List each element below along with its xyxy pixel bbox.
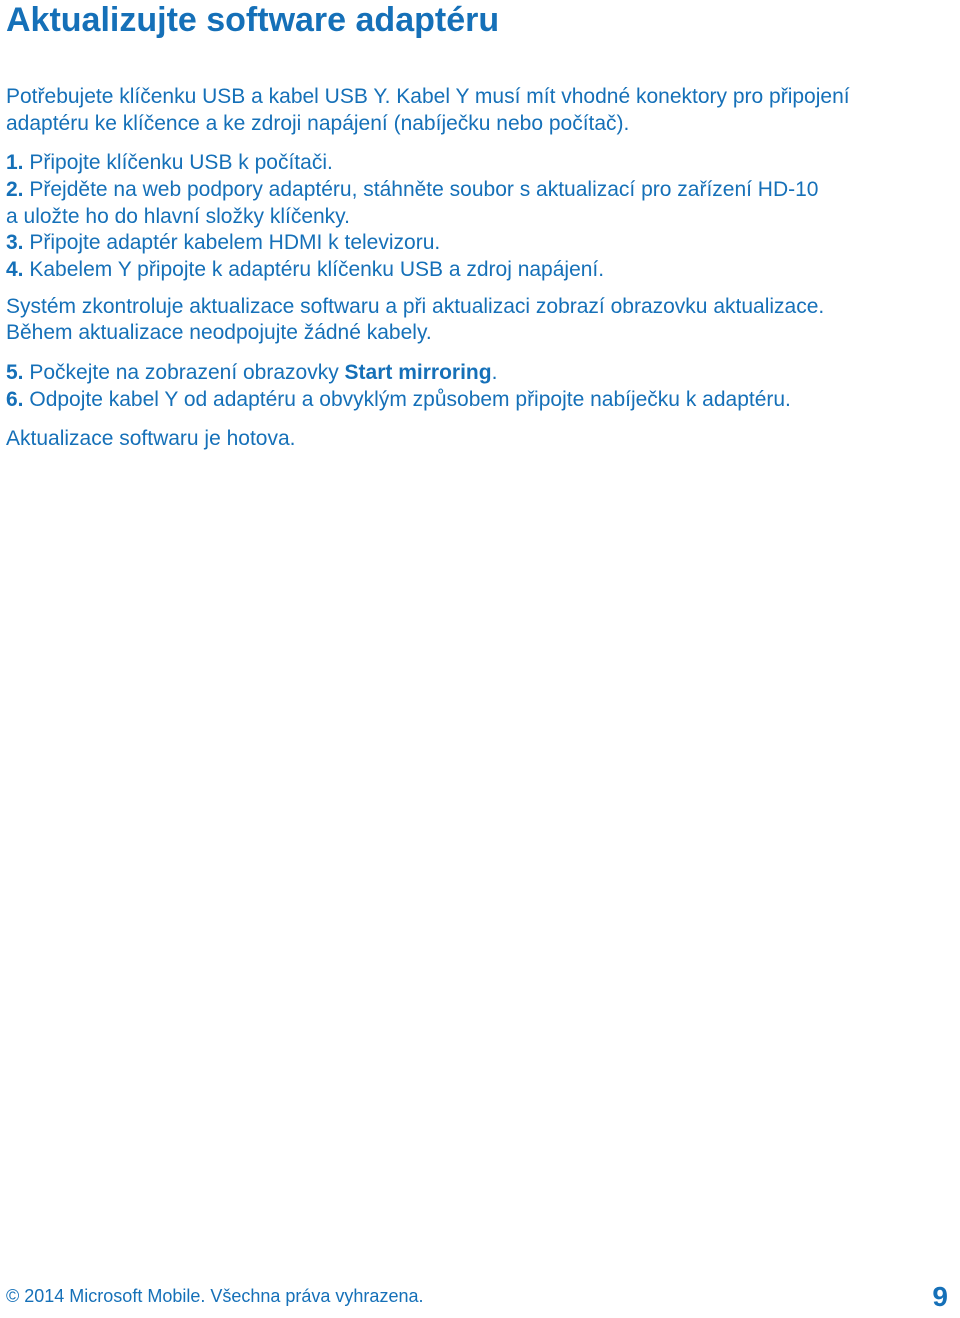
system-note-line-2: Během aktualizace neodpojujte žádné kabely. <box>6 321 432 344</box>
step-text: Přejděte na web podpory adaptéru, stáhněte soubor s aktualizací pro zařízení HD-10 <box>29 178 819 201</box>
footer-copyright: © 2014 Microsoft Mobile. Všechna práva vyhrazena. <box>6 1286 424 1306</box>
step-3 <box>6 229 440 256</box>
step-1 <box>6 149 333 176</box>
step-text-end: . <box>491 361 498 384</box>
step-number: 4. <box>6 258 24 281</box>
conclusion: Aktualizace softwaru je hotova. <box>6 427 296 450</box>
intro-line-2: adaptéru ke klíčence a ke zdroji napájení (nabíječku nebo počítač). <box>6 112 630 135</box>
step-4 <box>6 256 604 283</box>
start-mirroring-label: Start mirroring <box>344 361 492 384</box>
step-number: 6. <box>6 388 24 411</box>
step-6 <box>6 386 791 413</box>
step-text: Počkejte na zobrazení obrazovky <box>29 361 345 384</box>
step-5 <box>6 359 497 386</box>
step-number: 5. <box>6 361 24 384</box>
system-note-line-1: Systém zkontroluje aktualizace softwaru a při aktualizaci zobrazí obrazovku aktualizace. <box>6 295 825 318</box>
step-number: 3. <box>6 231 24 254</box>
step-number: 2. <box>6 178 24 201</box>
step-2-continued: a uložte ho do hlavní složky klíčenky. <box>6 205 350 228</box>
step-number: 1. <box>6 151 24 174</box>
intro-line-1: Potřebujete klíčenku USB a kabel USB Y. Kabel Y musí mít vhodné konektory pro připojení <box>6 85 850 108</box>
step-text: Kabelem Y připojte k adaptéru klíčenku USB a zdroj napájení. <box>29 258 605 281</box>
step-text: Připojte adaptér kabelem HDMI k televizoru. <box>29 231 441 254</box>
step-text: Připojte klíčenku USB k počítači. <box>29 151 333 174</box>
step-2 <box>6 176 819 203</box>
page-number: 9 <box>932 1281 948 1312</box>
page-title: Aktualizujte software adaptéru <box>6 1 500 39</box>
step-text: Odpojte kabel Y od adaptéru a obvyklým způsobem připojte nabíječku k adaptéru. <box>29 388 791 411</box>
